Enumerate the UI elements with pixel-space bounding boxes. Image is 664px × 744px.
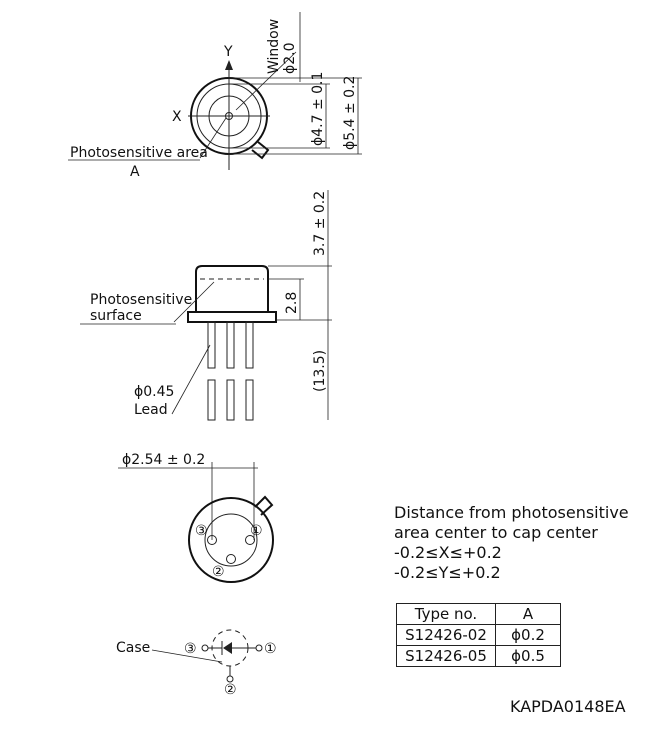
bottom-flange-circle (189, 498, 273, 582)
lead-center-upper (227, 322, 234, 368)
note-line-4: -0.2≤Y≤+0.2 (394, 563, 501, 582)
window-dimension: ϕ2.0 (282, 42, 298, 74)
lead-center-lower (227, 380, 234, 420)
bottom-base-circle (205, 514, 257, 566)
symbol-pin-2: ② (224, 682, 237, 698)
case-label: Case (116, 640, 151, 656)
lead-length-dim: (13.5) (312, 349, 328, 392)
pitch-dimension: ϕ2.54 ± 0.2 (122, 452, 206, 468)
note-line-3: -0.2≤X≤+0.2 (394, 543, 502, 562)
schematic-symbol (116, 630, 277, 698)
cell-type: S12426-05 (397, 646, 496, 667)
note-line-2: area center to cap center (394, 523, 598, 542)
header-a: A (496, 604, 561, 625)
table-row (397, 625, 561, 646)
pin-3-label: ③ (195, 523, 208, 539)
lead-diameter: ϕ0.45 (134, 384, 175, 400)
bottom-view (118, 452, 273, 582)
lead-right-lower (246, 380, 253, 420)
terminal-1 (256, 645, 262, 651)
y-axis-label: Y (224, 44, 233, 60)
lead-right-upper (246, 322, 253, 368)
diode-triangle (223, 642, 232, 654)
header-type-no: Type no. (397, 604, 496, 625)
table-row (397, 646, 561, 667)
cap-height-dim: 3.7 ± 0.2 (312, 190, 328, 256)
side-view (80, 190, 332, 420)
note-line-1: Distance from photosensitive (394, 503, 629, 522)
x-axis-label: X (172, 109, 182, 125)
window-label: Window (266, 18, 282, 74)
inner-diameter-dim: ϕ4.7 ± 0.1 (310, 71, 326, 146)
lead-left-lower (208, 380, 215, 420)
lead-label: Lead (134, 402, 168, 418)
y-axis-arrow (225, 60, 233, 70)
area-label: Photosensitive area (70, 145, 208, 161)
drawing-code: KAPDA0148EA (510, 697, 626, 716)
symbol-pin-1: ① (264, 641, 277, 657)
cell-a: ϕ0.5 (496, 646, 561, 667)
bottom-tab (255, 497, 272, 515)
top-view (68, 12, 362, 180)
surface-height-dim: 2.8 (284, 291, 300, 314)
pin-2-hole (227, 555, 236, 564)
pin-1-label: ① (250, 523, 263, 539)
table-header-row (397, 604, 561, 625)
lead-leader (172, 345, 210, 414)
type-table-wrapper (396, 603, 561, 667)
flange (188, 312, 276, 322)
notes (394, 503, 629, 582)
symbol-pin-3: ③ (184, 641, 197, 657)
cell-a: ϕ0.2 (496, 625, 561, 646)
cell-type: S12426-02 (397, 625, 496, 646)
type-table (396, 603, 561, 667)
area-code: A (130, 164, 140, 180)
surface-label-1: Photosensitive (90, 292, 193, 308)
lead-left-upper (208, 322, 215, 368)
terminal-3 (202, 645, 208, 651)
pin-2-label: ② (212, 564, 225, 580)
surface-label-2: surface (90, 308, 142, 324)
outer-diameter-dim: ϕ5.4 ± 0.2 (342, 75, 358, 150)
